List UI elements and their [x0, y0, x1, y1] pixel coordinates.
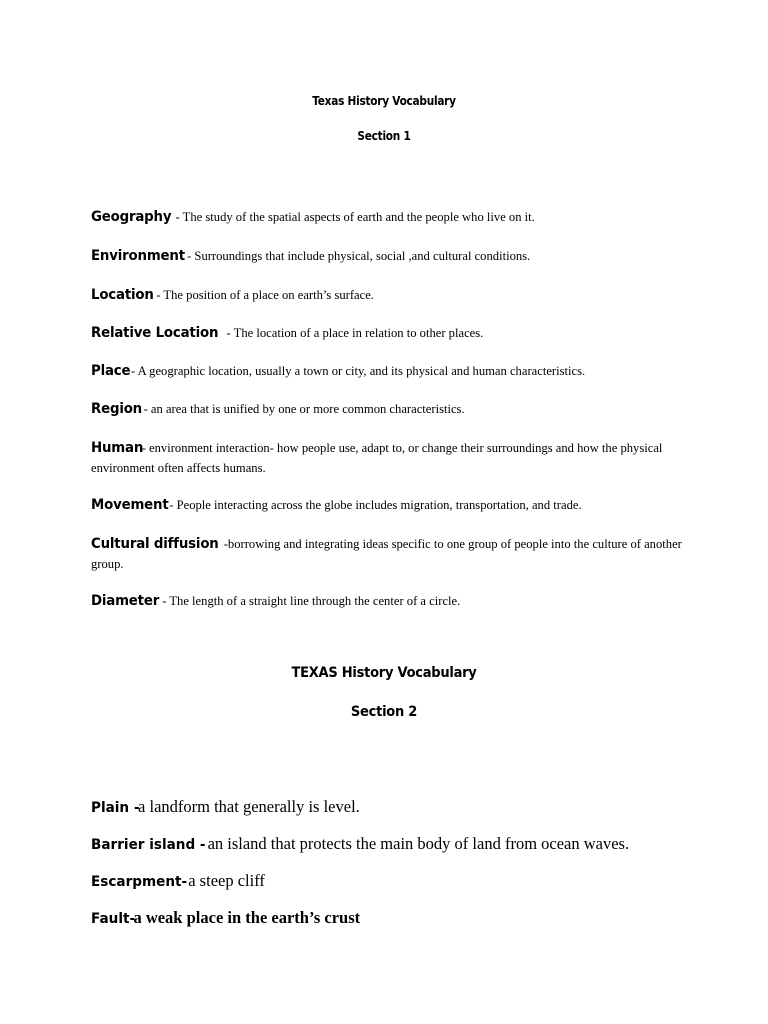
vocab-entry-plain — [91, 796, 731, 819]
vocab-entry-region — [91, 399, 691, 419]
vocab-definition: - The location of a place in relation to other places. — [223, 326, 484, 340]
vocab-entry-movement — [91, 495, 691, 515]
vocab-term: Human — [91, 440, 144, 456]
vocab-definition: - A geographic location, usually a town or city, and its physical and human characteristics. — [127, 364, 586, 378]
vocab-definition: - an area that is unified by one or more common characteristics. — [140, 402, 465, 416]
vocab-entry-place — [91, 361, 691, 381]
vocab-term: Movement — [91, 497, 169, 513]
vocab-term: Fault- — [91, 911, 136, 927]
vocab-term: Place — [91, 363, 131, 379]
vocab-entry-diameter — [91, 591, 691, 611]
vocab-entry-barrier-island — [91, 833, 731, 856]
vocab-definition: - The length of a straight line through the center of a circle. — [159, 594, 461, 608]
vocab-term: Environment — [91, 248, 185, 264]
vocab-term: Region — [91, 401, 143, 417]
vocab-term: Location — [91, 287, 154, 303]
vocab-term: Plain - — [91, 800, 140, 816]
vocab-term: Geography — [91, 209, 172, 225]
section1-title: Texas History Vocabulary — [312, 94, 456, 108]
vocab-definition: - Surroundings that include physical, social ,and cultural conditions. — [187, 249, 531, 263]
vocab-entry-geography — [91, 207, 691, 227]
vocab-entry-location — [91, 285, 691, 305]
vocab-entry-fault — [91, 907, 731, 930]
vocab-entry-cultural-diffusion — [91, 534, 691, 574]
vocab-definition: an island that protects the main body of land from ocean waves. — [207, 834, 630, 853]
vocab-entry-human — [91, 438, 676, 478]
vocab-definition: - The position of a place on earth’s surface. — [153, 288, 374, 302]
vocab-definition: -borrowing and integrating ideas specific to one group of people into the culture of another group. — [91, 537, 682, 571]
vocab-definition: a landform that generally is level. — [138, 797, 360, 816]
vocab-term: Cultural diffusion — [91, 536, 219, 552]
section2-title: TEXAS History Vocabulary — [291, 665, 477, 681]
vocab-entry-relative-location — [91, 323, 691, 343]
vocab-definition: a weak place in the earth’s crust — [133, 908, 361, 927]
vocab-term: Barrier island - — [91, 837, 206, 853]
vocab-term: Escarpment- — [91, 874, 188, 890]
section1-subtitle: Section 1 — [357, 129, 411, 143]
vocab-definition: - People interacting across the globe includes migration, transportation, and trade. — [169, 498, 582, 512]
vocab-definition: a steep cliff — [188, 871, 265, 890]
vocab-definition: - The study of the spatial aspects of earth and the people who live on it. — [172, 210, 535, 224]
vocab-definition: - environment interaction- how people use, adapt to, or change their surroundings and how the physical environment often affects humans. — [91, 441, 663, 475]
vocab-term: Diameter — [91, 593, 160, 609]
vocab-entry-escarpment — [91, 870, 731, 893]
vocab-entry-environment — [91, 246, 691, 266]
vocab-term: Relative Location — [91, 325, 219, 341]
section2-subtitle: Section 2 — [350, 704, 418, 720]
